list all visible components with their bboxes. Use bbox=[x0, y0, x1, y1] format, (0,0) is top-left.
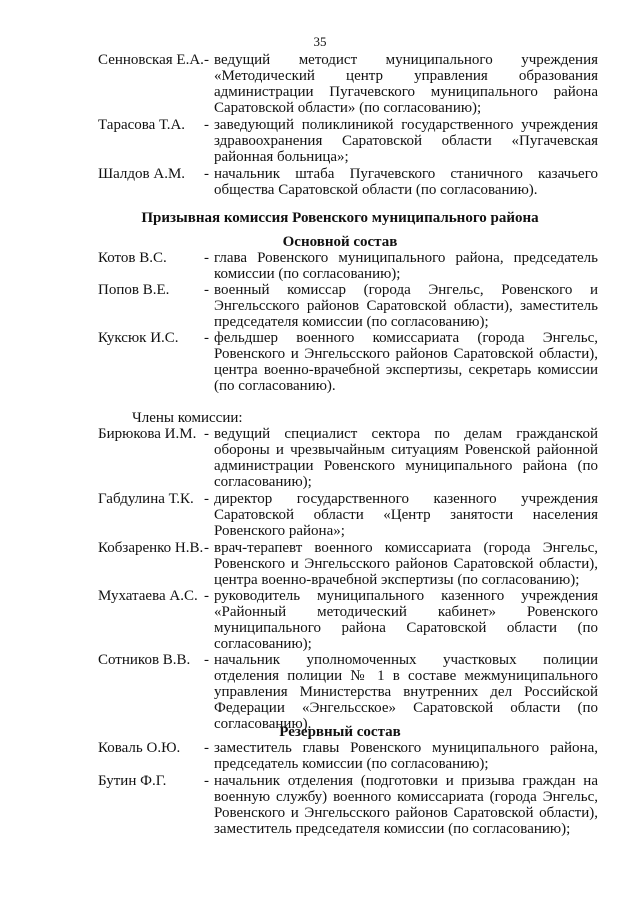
person-role: начальник отделения (подготовки и призыва граждан на военную службу) военного комиссариата (города Энгельс, Ровенского и Энгельсского районов Саратовской области), заместитель председателя комиссии (по согласованию); bbox=[214, 773, 598, 837]
person-name: Коваль О.Ю. bbox=[98, 740, 181, 756]
person-role: ведущий специалист сектора по делам гражданской обороны и чрезвычайным ситуациям Ровенской районной администрации Ровенского муниципального района (по согласованию); bbox=[214, 426, 598, 490]
person-name: Габдулина Т.К. bbox=[98, 491, 194, 507]
list-item: Шалдов А.М. - начальник штаба Пугачевского станичного казачьего общества Саратовской области (по согласованию). bbox=[98, 166, 598, 198]
person-name: Бирюкова И.М. bbox=[98, 426, 197, 442]
list-item: Тарасова Т.А. - заведующий поликлиникой государственного учреждения здравоохранения Саратовской области «Пугачевская районная больница»; bbox=[98, 117, 598, 165]
person-role: врач-терапевт военного комиссариата (города Энгельс, Ровенского и Энгельсского районов Саратовской области), центра военно-врачебной экспертизы (по согласованию); bbox=[214, 540, 598, 588]
person-role: начальник уполномоченных участковых полиции отделения полиции № 1 в составе межмуниципального управления Министерства внутренних дел Российской Федерации «Энгельсское» Саратовской области (по согласованию). bbox=[214, 652, 598, 732]
person-role: руководитель муниципального казенного учреждения «Районный методический кабинет» Ровенского муниципального района Саратовской области (по согласованию); bbox=[214, 588, 598, 652]
list-item: Кобзаренко Н.В. - врач-терапевт военного комиссариата (города Энгельс, Ровенского и Энгельсского районов Саратовской области), центра военно-врачебной экспертизы (по согласованию); bbox=[98, 540, 598, 588]
person-name: Котов В.С. bbox=[98, 250, 167, 266]
person-name: Сотников В.В. bbox=[98, 652, 191, 668]
person-role: директор государственного казенного учреждения Саратовской области «Центр занятости населения Ровенского района»; bbox=[214, 491, 598, 539]
list-item: Коваль О.Ю. - заместитель главы Ровенского муниципального района, председатель комиссии (по согласованию); bbox=[98, 740, 598, 772]
person-name: Попов В.Е. bbox=[98, 282, 170, 298]
page-number: 35 bbox=[313, 34, 327, 49]
list-item: Мухатаева А.С. - руководитель муниципального казенного учреждения «Районный методический кабинет» Ровенского муниципального района Саратовской области (по согласованию); bbox=[98, 588, 598, 652]
list-item: Куксюк И.С. - фельдшер военного комиссариата (города Энгельс, Ровенского и Энгельсского районов Саратовской области), центра военно-врачебной экспертизы, секретарь комиссии (по согласованию). bbox=[98, 330, 598, 394]
top-entries bbox=[0, 52, 640, 214]
list-item: Сотников В.В. - начальник уполномоченных участковых полиции отделения полиции № 1 в составе межмуниципального управления Министерства внутренних дел Российской Федерации «Энгельсское» Саратовской области (по согласованию). bbox=[98, 652, 598, 732]
reserve-entries bbox=[0, 740, 640, 853]
person-role: фельдшер военного комиссариата (города Энгельс, Ровенского и Энгельсского районов Саратовской области), центра военно-врачебной экспертизы, секретарь комиссии (по согласованию). bbox=[214, 330, 598, 394]
main-section-title: Основной состав bbox=[282, 234, 398, 250]
reserve-section-title: Резервный состав bbox=[279, 724, 401, 740]
person-name: Тарасова Т.А. bbox=[98, 117, 186, 133]
main-entries bbox=[0, 250, 640, 410]
person-name: Кобзаренко Н.В. bbox=[98, 540, 204, 556]
person-role: заместитель главы Ровенского муниципального района, председатель комиссии (по согласованию); bbox=[214, 740, 598, 772]
list-item: Бутин Ф.Г. - начальник отделения (подготовки и призыва граждан на военную службу) военного комиссариата (города Энгельс, Ровенского и Энгельсского районов Саратовской области), заместитель председателя комиссии (по согласованию); bbox=[98, 773, 598, 837]
person-name: Сенновская Е.А. bbox=[98, 52, 204, 68]
members-label: Члены комиссии: bbox=[132, 410, 243, 426]
list-item: Котов В.С. - глава Ровенского муниципального района, председатель комиссии (по согласованию); bbox=[98, 250, 598, 282]
person-role: начальник штаба Пугачевского станичного казачьего общества Саратовской области (по согласованию). bbox=[214, 166, 598, 198]
list-item: Бирюкова И.М. - ведущий специалист сектора по делам гражданской обороны и чрезвычайным ситуациям Ровенской районной администрации Ровенского муниципального района (по согласованию); bbox=[98, 426, 598, 490]
commission-title: Призывная комиссия Ровенского муниципального района bbox=[141, 210, 539, 226]
document-body bbox=[0, 52, 640, 853]
person-role: военный комиссар (города Энгельс, Ровенского и Энгельсского районов Саратовской области), заместитель председателя комиссии (по согласованию); bbox=[214, 282, 598, 330]
list-item: Попов В.Е. - военный комиссар (города Энгельс, Ровенского и Энгельсского районов Саратовской области), заместитель председателя комиссии (по согласованию); bbox=[98, 282, 598, 330]
person-name: Куксюк И.С. bbox=[98, 330, 179, 346]
person-role: ведущий методист муниципального учреждения «Методический центр управления образования администрации Пугачевского муниципального района Саратовской области» (по согласованию); bbox=[214, 52, 598, 116]
person-name: Мухатаева А.С. bbox=[98, 588, 198, 604]
person-name: Бутин Ф.Г. bbox=[98, 773, 167, 789]
person-role: глава Ровенского муниципального района, председатель комиссии (по согласованию); bbox=[214, 250, 598, 282]
list-item: Сенновская Е.А. - ведущий методист муниципального учреждения «Методический центр управления образования администрации Пугачевского муниципального района Саратовской области» (по согласованию); bbox=[98, 52, 598, 116]
list-item: Габдулина Т.К. - директор государственного казенного учреждения Саратовской области «Центр занятости населения Ровенского района»; bbox=[98, 491, 598, 539]
person-name: Шалдов А.М. bbox=[98, 166, 186, 182]
person-role: заведующий поликлиникой государственного учреждения здравоохранения Саратовской области «Пугачевская районная больница»; bbox=[214, 117, 598, 165]
